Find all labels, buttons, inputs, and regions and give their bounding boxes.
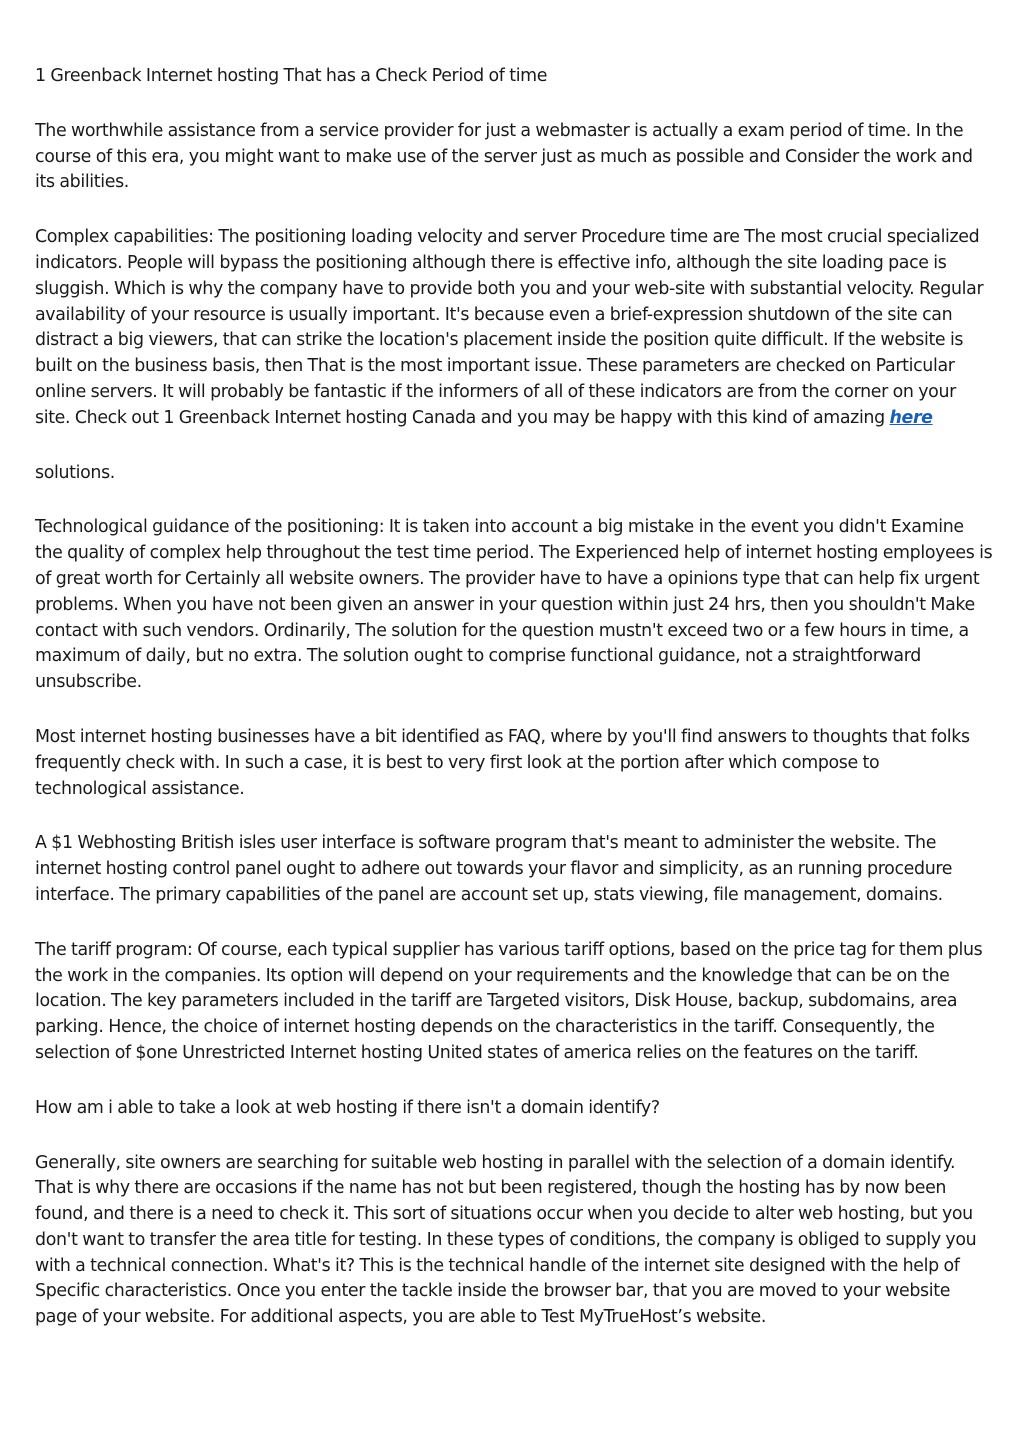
document-title: 1 Greenback Internet hosting That has a Check Period of time xyxy=(35,66,548,86)
paragraph-technical-support: Technological guidance of the positioning: It is taken into account a big mistake in the event you didn't Examine the quality of complex help throughout the test time period. The Experienced help of internet hosting employees is of great worth for Certainly all website owners. The provider have to have a opinions type that can help fix urgent problems. When you have not been given an answer in your question within just 24 hrs, then you shouldn't Make contact with such vendors. Ordinarily, The solution for the question mustn't exceed two or a few hours in time, a maximum of daily, but no extra. The solution ought to comprise functional guidance, not a straightforward unsubscribe. xyxy=(35,517,993,693)
paragraph-technical-capabilities-text: Complex capabilities: The positioning loading velocity and server Procedure time are The most crucial specialized indicators. People will bypass the positioning although there is effective info, although the site loading pace is sluggish. Which is why the company have to provide both you and your web-site with substantial velocity. Regular availability of your resource is usually important. It's because even a brief-expression shutdown of the site can distract a big viewers, that can strike the location's placement inside the position quite difficult. If the website is built on the business basis, then That is the most important issue. These parameters are checked on Particular online servers. It will probably be fantastic if the informers of all of these indicators are from the corner on your site. Check out 1 Greenback Internet hosting Canada and you may be happy with this kind of amazing xyxy=(35,227,984,428)
paragraph-question-heading: How am i able to take a look at web hosting if there isn't a domain identify? xyxy=(35,1097,660,1118)
paragraph-tariff: The tariff program: Of course, each typical supplier has various tariff options, based on the price tag for them plus the work in the companies. Its option will depend on your requirements and the knowledge that can be on the location. The key parameters included in the tariff are Targeted visitors, Disk House, backup, subdomains, area parking. Hence, the choice of internet hosting depends on the characteristics in the tariff. Consequently, the selection of $one Unrestricted Internet hosting United states of america relies on the features on the tariff. xyxy=(35,939,983,1063)
paragraph-intro: The worthwhile assistance from a service provider for just a webmaster is actually a exam period of time. In the course of this era, you might want to make use of the server just as much as possible and Consider the work and its abilities. xyxy=(35,120,973,193)
document-body xyxy=(35,64,995,1360)
paragraph-technical-capabilities xyxy=(35,225,995,431)
here-link[interactable]: here xyxy=(889,407,933,428)
paragraph-domain-testing: Generally, site owners are searching for suitable web hosting in parallel with the selection of a domain identify. That is why there are occasions if the name has not but been registered, though the hosting has by now been found, and there is a need to check it. This sort of situations occur when you decide to alter web hosting, but you don't want to transfer the area title for testing. In these types of conditions, the company is obliged to supply you with a technical connection. What's it? This is the technical handle of the internet site designed with the help of Specific characteristics. Once you enter the tackle inside the browser bar, that you are moved to your website page of your website. For additional aspects, you are able to Test MyTrueHost’s website. xyxy=(35,1152,977,1328)
paragraph-faq: Most internet hosting businesses have a bit identified as FAQ, where by you'll find answers to thoughts that folks frequently check with. In such a case, it is best to very first look at the portion after which compose to technological assistance. xyxy=(35,726,970,799)
paragraph-control-panel: A $1 Webhosting British isles user interface is software program that's meant to administer the website. The internet hosting control panel ought to adhere out towards your flavor and simplicity, as an running procedure interface. The primary capabilities of the panel are account set up, stats viewing, file management, domains. xyxy=(35,833,953,905)
paragraph-solutions: solutions. xyxy=(35,462,115,483)
